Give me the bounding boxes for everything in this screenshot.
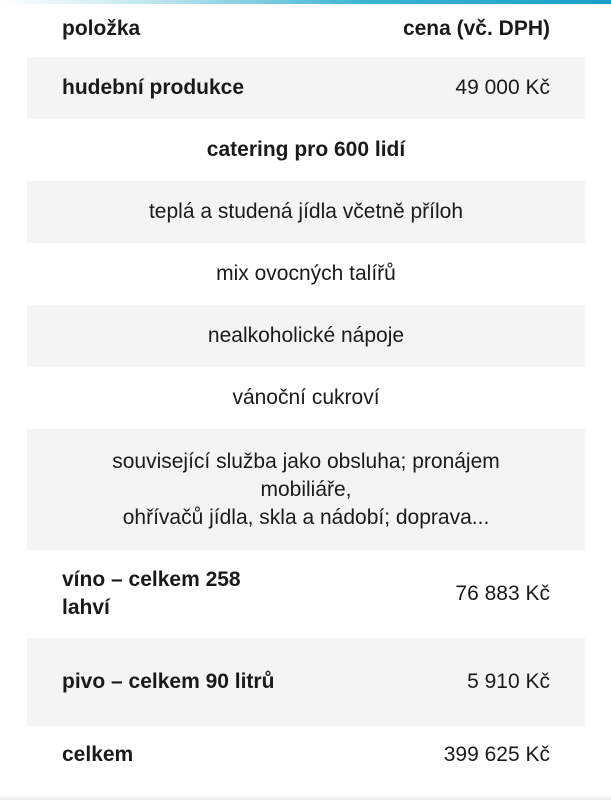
row-label: pivo – celkem 90 litrů [62, 670, 275, 693]
row-price: 399 625 Kč [443, 743, 550, 766]
row-label: nealkoholické nápoje [207, 324, 405, 347]
table-row-music [27, 57, 585, 119]
table-row-catering-item [27, 181, 585, 243]
header-price-label: cena (vč. DPH) [402, 16, 550, 40]
row-label: celkem [62, 743, 134, 766]
table-row-total [27, 726, 585, 784]
header-item-label: položka [62, 16, 141, 40]
table-row-catering-services [27, 429, 585, 550]
price-table [27, 0, 585, 784]
row-label-line: související služba jako obsluha; pronájem [112, 449, 500, 473]
row-label [62, 448, 550, 532]
table-row-catering-item [27, 243, 585, 305]
table-row-catering-item [27, 367, 585, 429]
row-label: vánoční cukroví [232, 386, 380, 409]
row-price: 5 910 Kč [467, 670, 550, 693]
bottom-shadow [0, 794, 611, 800]
table-header-row [27, 0, 585, 57]
table-row-catering-item [27, 305, 585, 367]
row-label: catering pro 600 lidí [206, 138, 406, 161]
row-price: 76 883 Kč [455, 582, 550, 605]
row-label-line: ohřívačů jídla, skla a nádobí; doprava... [122, 505, 490, 529]
row-label: víno – celkem 258 lahví [62, 568, 241, 619]
row-label: hudební produkce [62, 76, 245, 99]
row-label-line: mobiliáře, [260, 477, 352, 501]
row-label: mix ovocných talířů [216, 262, 396, 285]
table-row-wine [27, 550, 585, 638]
row-label: teplá a studená jídla včetně příloh [148, 200, 464, 223]
table-row-catering-heading [27, 119, 585, 181]
row-price: 49 000 Kč [455, 76, 550, 99]
table-row-beer [27, 638, 585, 726]
